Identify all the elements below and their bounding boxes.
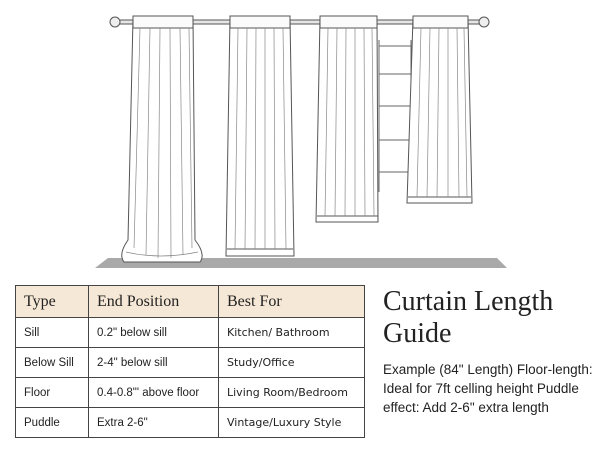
guide-title: Curtain Length Guide	[383, 286, 554, 349]
cell-best-for: Kitchen/ Bathroom	[219, 318, 365, 348]
window-frame	[379, 40, 411, 192]
curtain-puddle	[122, 16, 202, 262]
curtain-floor	[226, 16, 294, 256]
curtain-below-sill	[316, 16, 378, 222]
curtain-sill	[407, 16, 472, 203]
cell-end-position: 2-4" below sill	[89, 348, 219, 378]
header-best-for: Best For	[219, 286, 365, 318]
cell-end-position: 0.2" below sill	[89, 318, 219, 348]
cell-type: Puddle	[16, 408, 89, 438]
cell-type: Sill	[16, 318, 89, 348]
cell-type: Below Sill	[16, 348, 89, 378]
table-row	[16, 378, 365, 408]
header-end-position: End Position	[89, 286, 219, 318]
cell-type: Floor	[16, 378, 89, 408]
table-row	[16, 348, 365, 378]
cell-best-for: Study/Office	[219, 348, 365, 378]
rod-finial-left	[110, 17, 120, 27]
cell-end-position: Extra 2-6"	[89, 408, 219, 438]
rod-finial-right	[479, 17, 489, 27]
curtain-length-table	[15, 285, 365, 438]
header-type: Type	[16, 286, 89, 318]
table-row	[16, 318, 365, 348]
cell-best-for: Vintage/Luxury Style	[219, 408, 365, 438]
cell-end-position: 0.4-0.8"' above floor	[89, 378, 219, 408]
cell-best-for: Living Room/Bedroom	[219, 378, 365, 408]
table-row	[16, 408, 365, 438]
guide-description: Example (84" Length) Floor-length: Ideal for 7ft celling height Puddle effect: Add 2-6" extra length	[383, 362, 593, 415]
table-header-row	[16, 286, 365, 318]
